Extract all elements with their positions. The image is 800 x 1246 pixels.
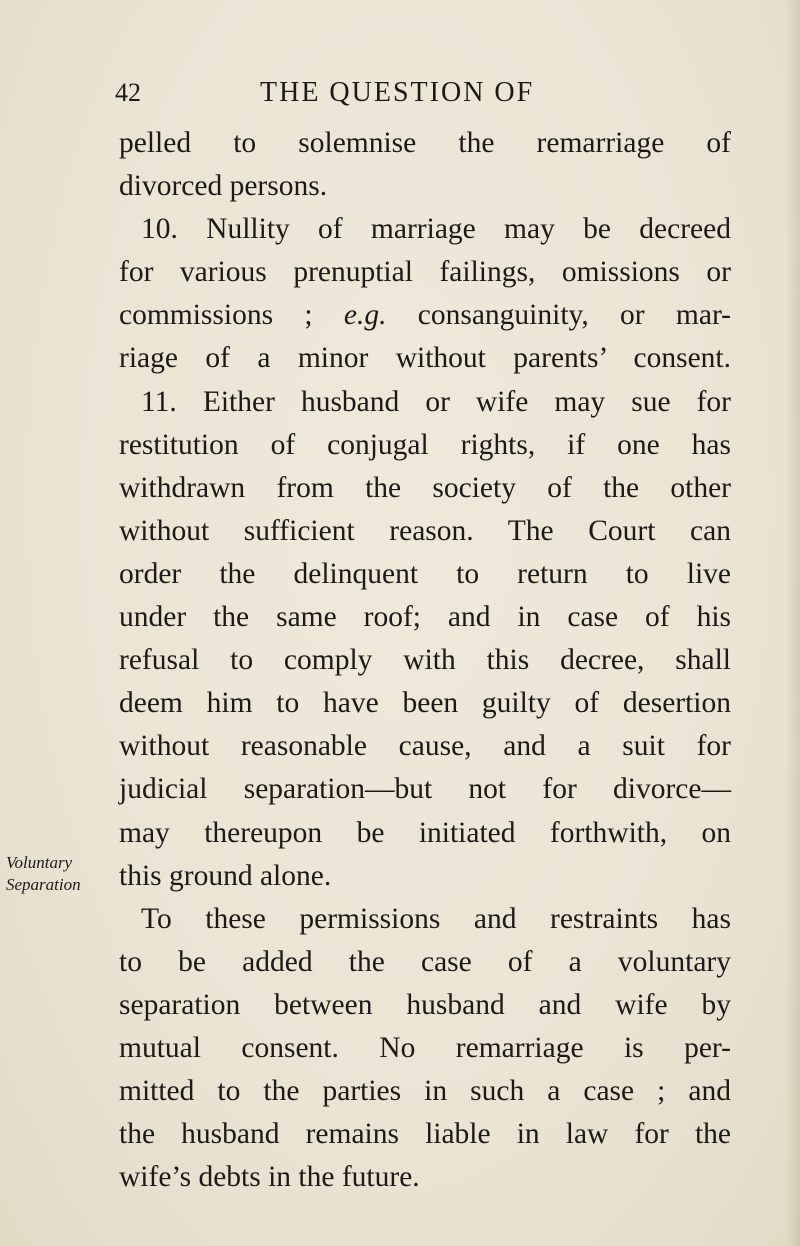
text-line: restitution of conjugal rights, if one has	[119, 428, 731, 461]
text-line: this ground alone.	[119, 859, 332, 892]
text-line: divorced persons.	[119, 170, 328, 203]
margin-note-separation: Separation	[6, 875, 81, 894]
text-line: order the delinquent to return to live	[119, 557, 731, 590]
text-line: riage of a minor without parents’ consent.	[119, 342, 731, 375]
page-header	[115, 76, 735, 116]
text-line: without reasonable cause, and a suit for	[119, 730, 731, 763]
page-edge-shadow	[786, 0, 800, 1246]
text-line: mutual consent. No remarriage is per-	[119, 1031, 731, 1064]
text-line: mitted to the parties in such a case ; and	[119, 1075, 731, 1108]
text-line: separation between husband and wife by	[119, 988, 731, 1021]
text-line: under the same roof; and in case of his	[119, 601, 731, 634]
text-line: 11. Either husband or wife may sue for	[141, 385, 731, 418]
margin-note-voluntary: Voluntary	[6, 853, 73, 872]
text-line: for various prenuptial failings, omissions or	[119, 256, 731, 289]
text-line: withdrawn from the society of the other	[119, 471, 731, 504]
text-line: wife’s debts in the future.	[119, 1161, 420, 1194]
text-line: commissions ; e.g. consanguinity, or mar-	[119, 299, 732, 332]
text-line: without sufficient reason. The Court can	[119, 514, 731, 547]
text-line: 10. Nullity of marriage may be decreed	[141, 213, 731, 246]
abbreviation-eg: e.g.	[343, 299, 387, 332]
text-line: judicial separation—but not for divorce—	[119, 773, 731, 806]
text-line: deem him to have been guilty of desertion	[119, 687, 731, 720]
text-line: to be added the case of a voluntary	[119, 945, 731, 978]
text-line: the husband remains liable in law for the	[119, 1118, 731, 1151]
text-line: may thereupon be initiated forthwith, on	[119, 816, 731, 849]
page-number: 42	[115, 78, 141, 107]
text-line: refusal to comply with this decree, shall	[119, 644, 731, 677]
body-text	[119, 122, 731, 1199]
running-head: THE QUESTION OF	[260, 77, 535, 108]
text-line: pelled to solemnise the remarriage of	[119, 127, 731, 159]
text-line: To these permissions and restraints has	[141, 902, 731, 935]
